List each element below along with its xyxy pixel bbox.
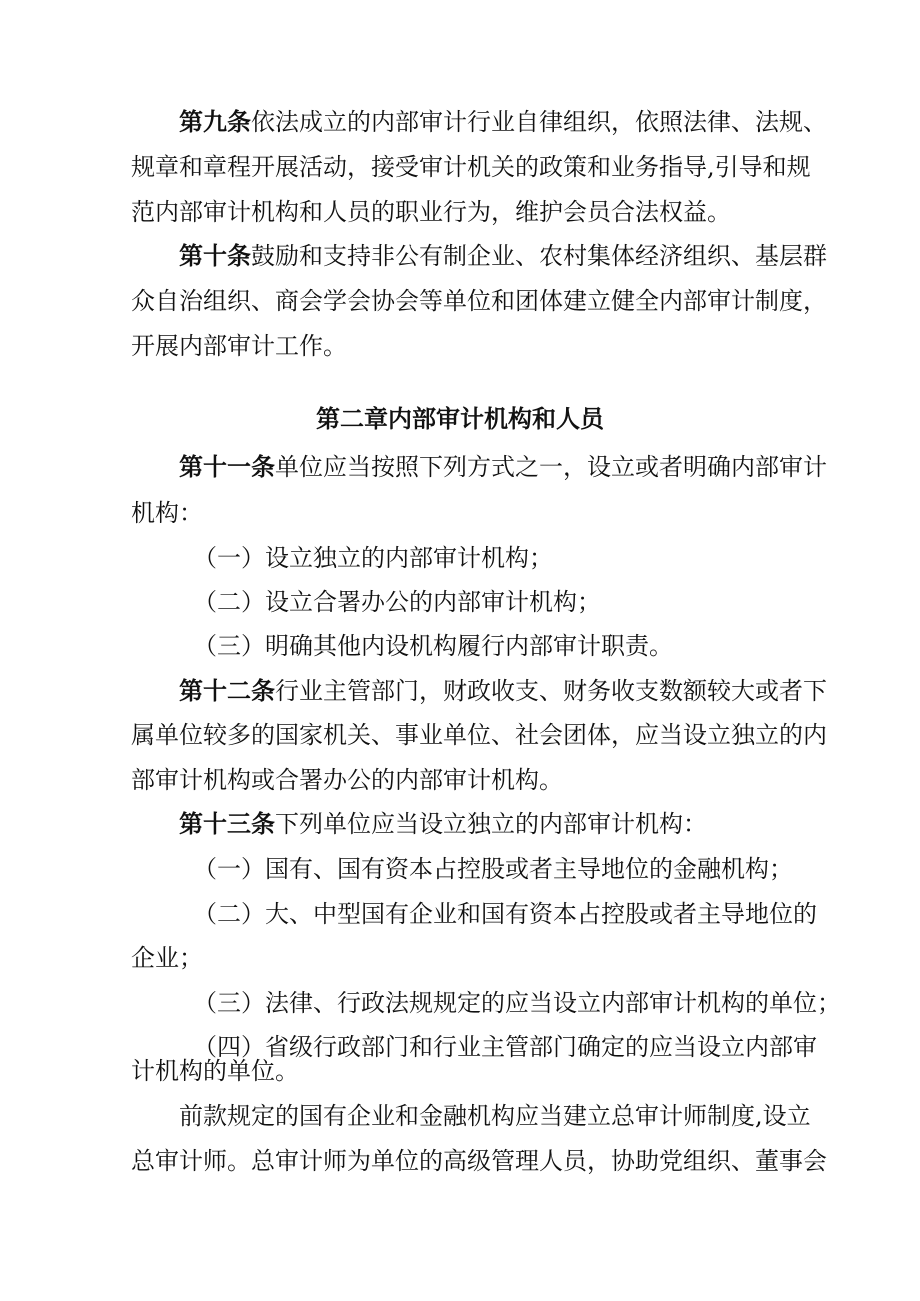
article-13-line-1: 第十三条下列单位应当设立独立的内部审计机构： [179, 810, 707, 838]
article-11-number: 第十一条 [179, 453, 275, 481]
article-11-item-2: （二）设立合署办公的内部审计机构； [193, 588, 601, 616]
article-9-line-1: 第九条依法成立的内部审计行业自律组织，依照法律、法规、 [179, 108, 827, 136]
article-9-line-3: 范内部审计机构和人员的职业行为，维护会员合法权益。 [131, 198, 731, 226]
article-12-line-2: 属单位较多的国家机关、事业单位、社会团体，应当设立独立的内 [131, 721, 827, 749]
article-13-paragraph-line-2: 总审计师。总审计师为单位的高级管理人员，协助党组织、董事会 [131, 1147, 827, 1175]
article-11-line-2: 机构： [131, 499, 203, 527]
article-12-number: 第十二条 [179, 677, 275, 705]
article-11-item-3: （三）明确其他内设机构履行内部审计职责。 [193, 632, 673, 660]
article-13-item-4-line-1: （四）省级行政部门和行业主管部门确定的应当设立内部审 [193, 1033, 817, 1061]
article-13-item-2-line-1: （二）大、中型国有企业和国有资本占控股或者主导地位的 [193, 900, 817, 928]
article-13-item-1: （一）国有、国有资本占控股或者主导地位的金融机构； [193, 855, 793, 883]
article-12-line-1: 第十二条行业主管部门，财政收支、财务收支数额较大或者下 [179, 677, 827, 705]
article-13-number: 第十三条 [179, 810, 275, 838]
article-10-line-1: 第十条鼓励和支持非公有制企业、农村集体经济组织、基层群 [179, 242, 827, 270]
article-10-line-2: 众自治组织、商会学会协会等单位和团体建立健全内部审计制度， [131, 287, 827, 315]
article-9-line-2: 规章和章程开展活动，接受审计机关的政策和业务指导,引导和规 [131, 153, 811, 181]
article-13-item-2-line-2: 企业； [131, 944, 203, 972]
article-11-item-1: （一）设立独立的内部审计机构； [193, 544, 553, 572]
chapter-2-heading: 第二章内部审计机构和人员 [316, 405, 604, 433]
article-10-number: 第十条 [179, 242, 251, 270]
article-11-line-1: 第十一条单位应当按照下列方式之一，设立或者明确内部审计 [179, 453, 827, 481]
article-12-line-3: 部审计机构或合署办公的内部审计机构。 [131, 766, 563, 794]
article-9-number: 第九条 [179, 108, 251, 136]
article-13-item-3: （三）法律、行政法规规定的应当设立内部审计机构的单位； [193, 989, 841, 1017]
article-13-item-4-line-2: 计机构的单位。 [131, 1057, 299, 1085]
article-13-paragraph-line-1: 前款规定的国有企业和金融机构应当建立总审计师制度,设立 [179, 1102, 811, 1130]
article-10-line-3: 开展内部审计工作。 [131, 332, 347, 360]
